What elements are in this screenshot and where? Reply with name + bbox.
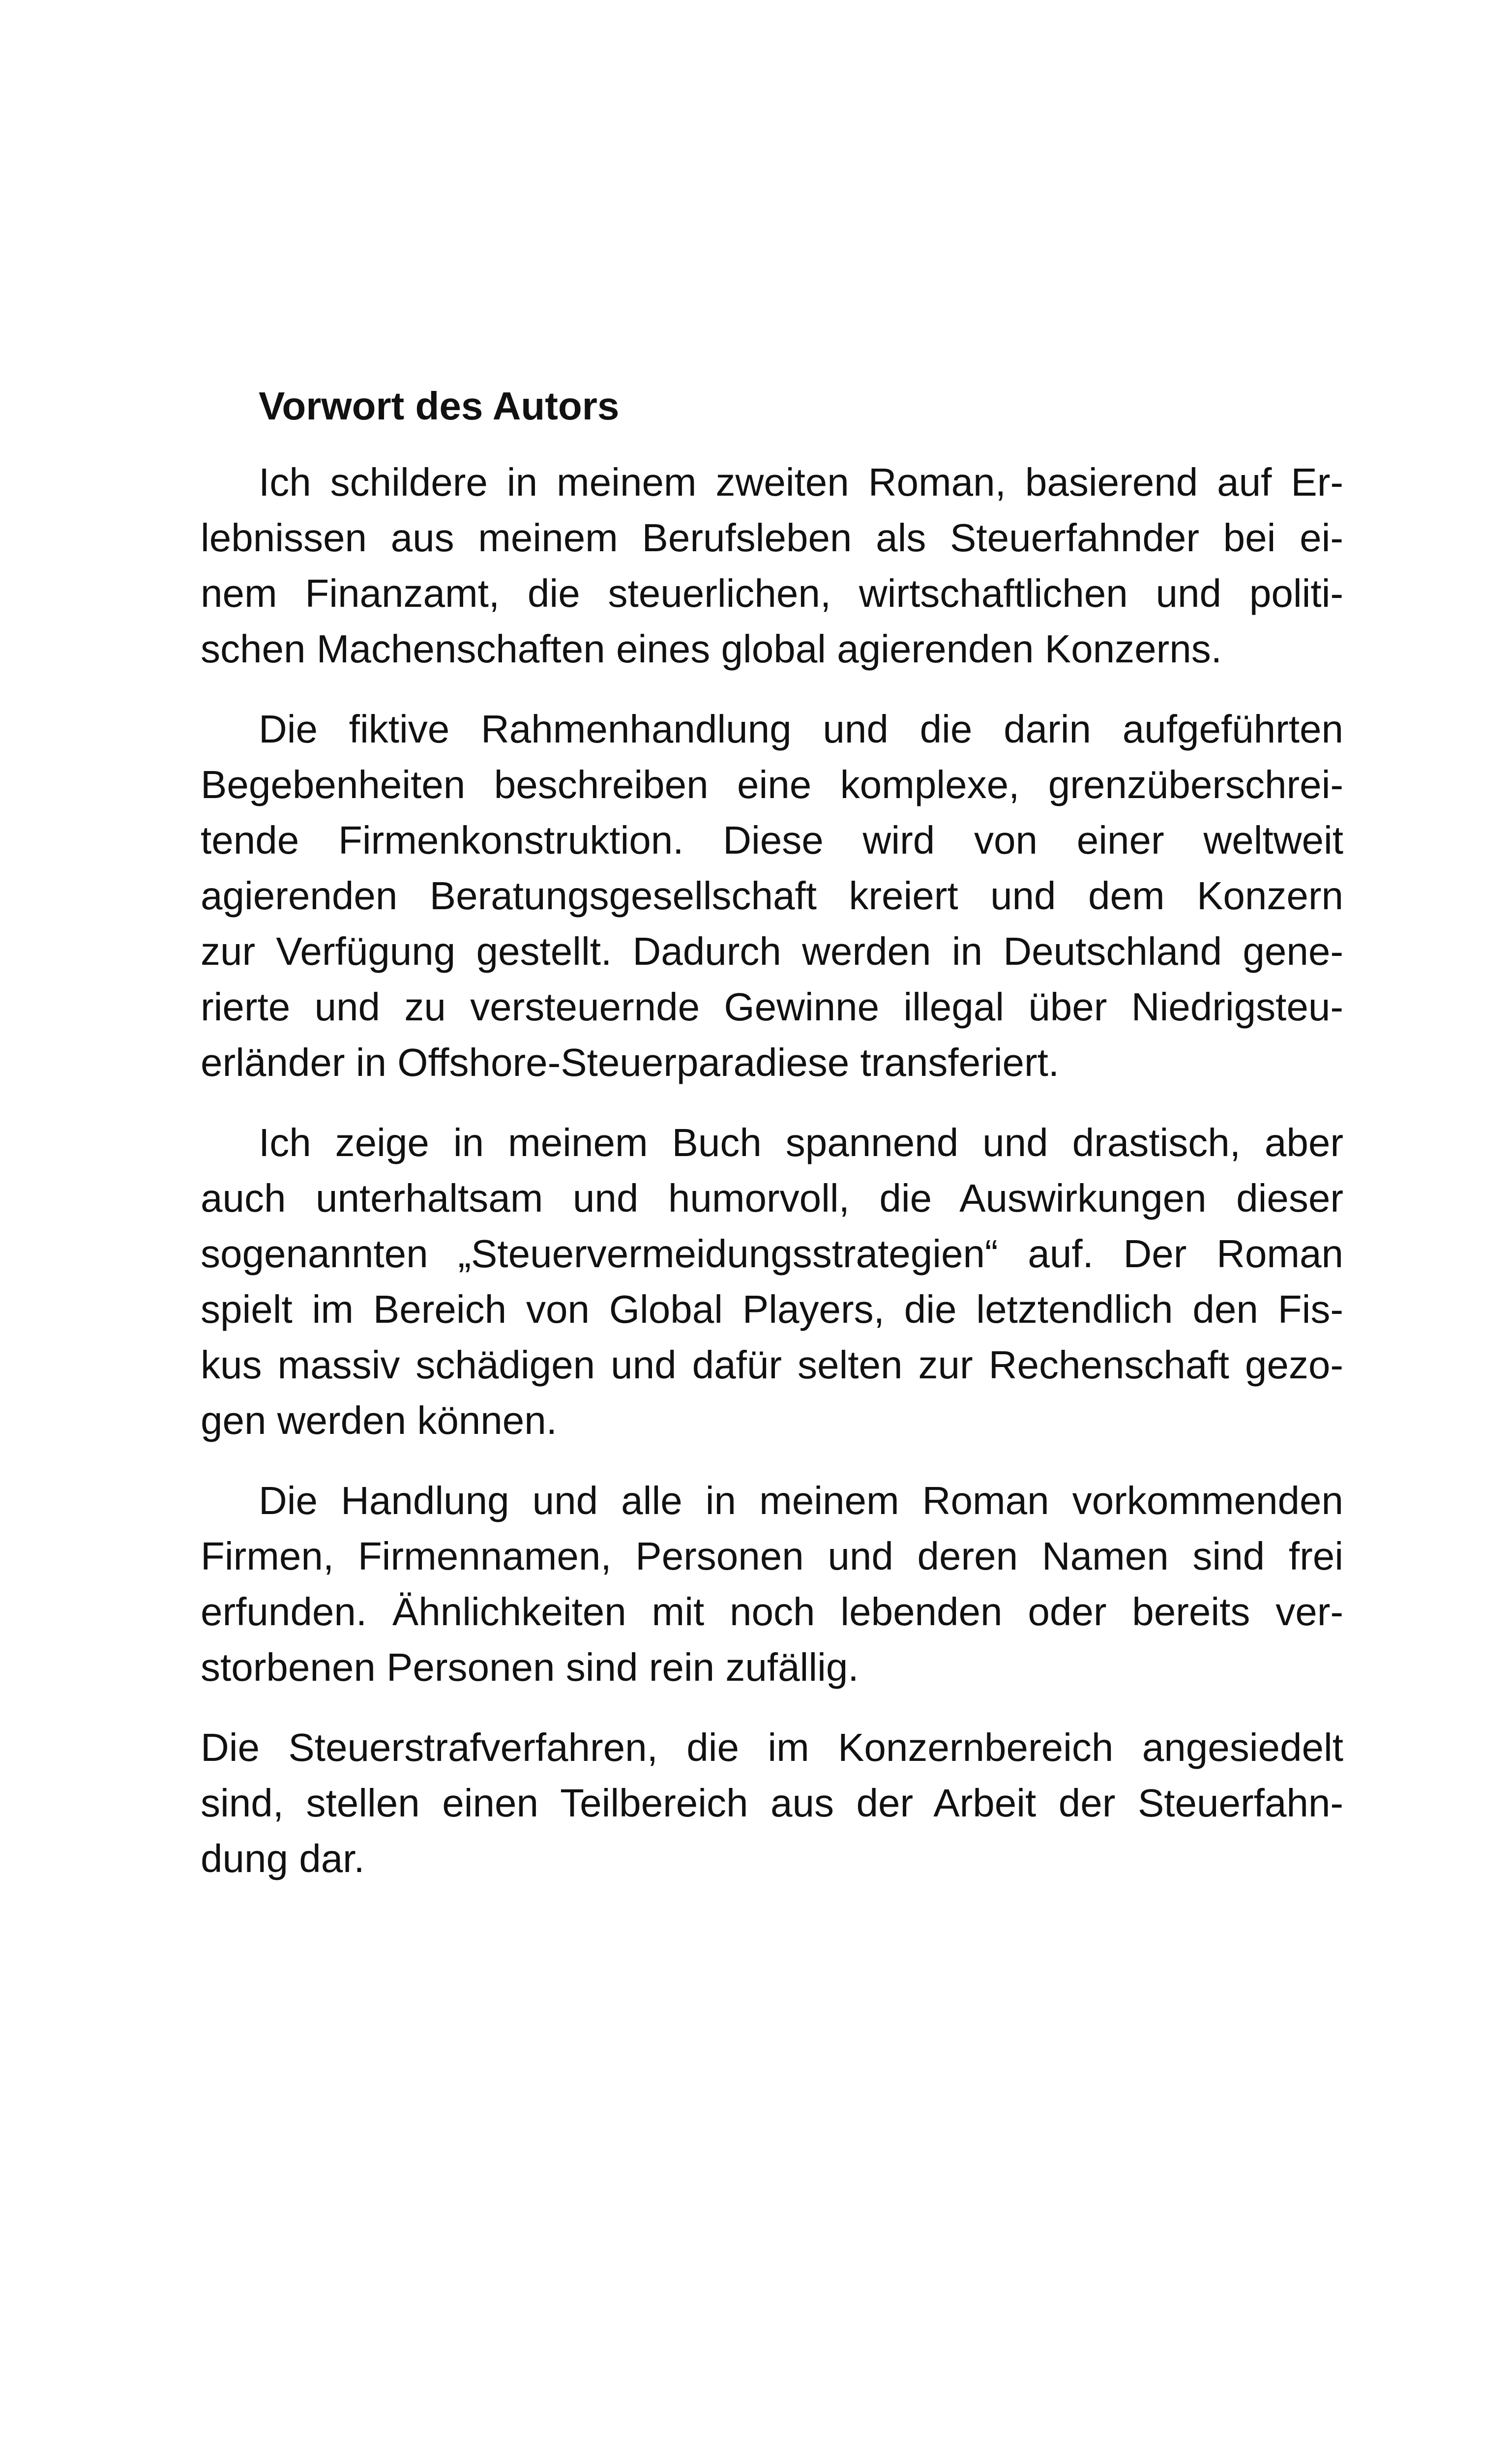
paragraph-line: Ich schildere in meinem zweiten Roman, basierend auf Er-	[259, 460, 1343, 504]
paragraph-line: erfunden. Ähnlichkeiten mit noch lebenden oder bereits ver-	[201, 1590, 1343, 1634]
paragraph-line: spielt im Bereich von Global Players, die letztendlich den Fis-	[201, 1287, 1343, 1331]
paragraph-line: dung dar.	[201, 1837, 365, 1880]
paragraph-line: storbenen Personen sind rein zufällig.	[201, 1645, 859, 1689]
paragraph-5	[201, 1720, 1343, 1886]
paragraph-line: rierte und zu versteuernde Gewinne illegal über Niedrigsteu-	[201, 985, 1343, 1029]
foreword-heading: Vorwort des Autors	[259, 384, 620, 428]
paragraph-2	[201, 701, 1343, 1090]
paragraph-line: erländer in Offshore-Steuerparadiese transferiert.	[201, 1041, 1060, 1084]
paragraph-line: Die Steuerstrafverfahren, die im Konzernbereich angesiedelt	[201, 1725, 1343, 1769]
paragraph-line: lebnissen aus meinem Berufsleben als Steuerfahnder bei ei-	[201, 516, 1343, 560]
paragraph-line: gen werden können.	[201, 1398, 557, 1442]
paragraph-line: tende Firmenkonstruktion. Diese wird von einer weltweit	[201, 818, 1343, 862]
paragraph-1	[201, 454, 1343, 677]
paragraph-line: sogenannten „Steuervermeidungsstrategien“ auf. Der Roman	[201, 1232, 1343, 1276]
paragraph-line: zur Verfügung gestellt. Dadurch werden in Deutschland gene-	[201, 929, 1343, 973]
paragraph-line: nem Finanzamt, die steuerlichen, wirtschaftlichen und politi-	[201, 571, 1343, 615]
paragraph-3	[201, 1115, 1343, 1448]
paragraph-line: schen Machenschaften eines global agierenden Konzerns.	[201, 627, 1222, 671]
paragraph-line: auch unterhaltsam und humorvoll, die Auswirkungen dieser	[201, 1176, 1343, 1220]
paragraph-line: Die fiktive Rahmenhandlung und die darin aufgeführten	[259, 707, 1343, 751]
paragraph-4	[201, 1473, 1343, 1695]
paragraph-line: Ich zeige in meinem Buch spannend und drastisch, aber	[259, 1121, 1343, 1164]
paragraph-line: Die Handlung und alle in meinem Roman vorkommenden	[259, 1479, 1343, 1522]
foreword-text-block	[201, 379, 1343, 1911]
paragraph-line: kus massiv schädigen und dafür selten zur Rechenschaft gezo-	[201, 1343, 1343, 1387]
paragraph-line: Begebenheiten beschreiben eine komplexe, grenzüberschrei-	[201, 763, 1343, 806]
paragraph-line: sind, stellen einen Teilbereich aus der Arbeit der Steuerfahn-	[201, 1781, 1343, 1825]
paragraph-line: agierenden Beratungsgesellschaft kreiert und dem Konzern	[201, 874, 1343, 918]
paragraph-line: Firmen, Firmennamen, Personen und deren Namen sind frei	[201, 1534, 1343, 1578]
